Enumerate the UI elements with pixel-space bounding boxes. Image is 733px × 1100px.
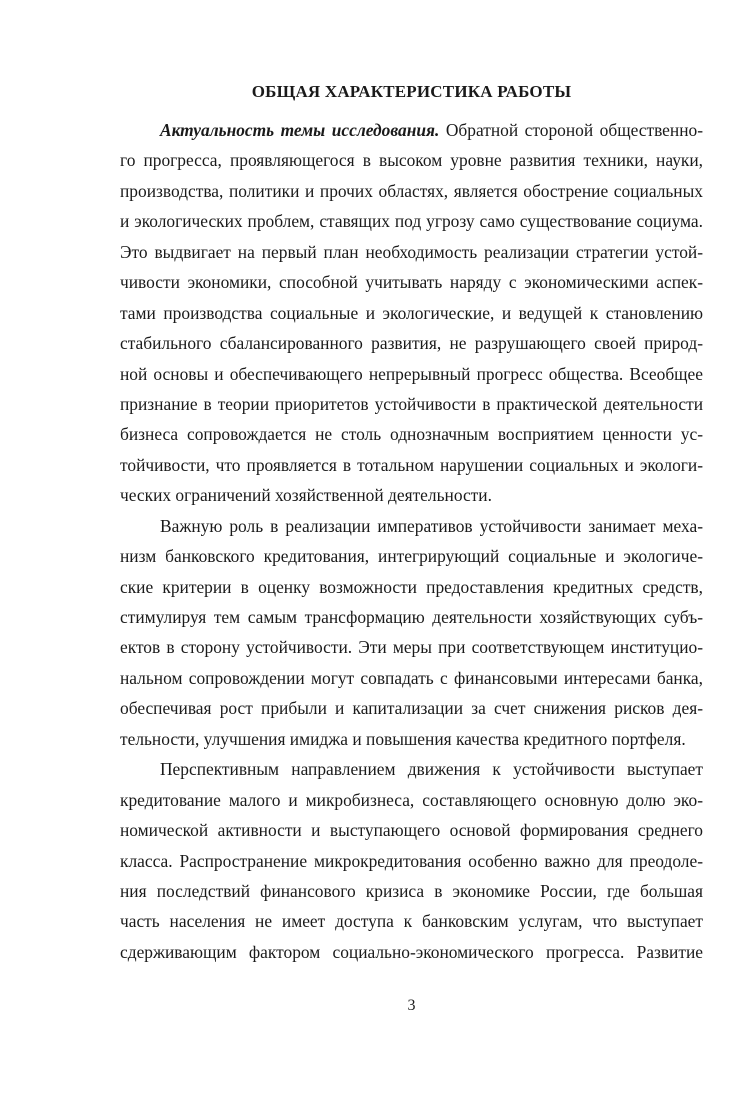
- line-text: тельности, улучшения имиджа и повышения качества кредитного портфеля.: [120, 728, 686, 749]
- line-text: сдерживающим фактором социально-экономического прогресса. Развитие: [120, 941, 703, 962]
- line-text: ческих ограничений хозяйственной деятельности.: [120, 485, 492, 506]
- text-line: [120, 206, 703, 236]
- line-text: го прогресса, проявляющегося в высоком уровне развития техники, науки,: [120, 150, 703, 171]
- text-line: [120, 389, 703, 419]
- paragraph: [120, 511, 703, 755]
- line-text: Это выдвигает на первый план необходимость реализации стратегии устой-: [120, 241, 703, 262]
- text-line: [120, 785, 703, 815]
- text-line: [120, 359, 703, 389]
- text-line: [120, 906, 703, 936]
- text-line: [120, 815, 703, 845]
- text-line: [120, 693, 703, 723]
- line-text: класса. Распространение микрокредитования особенно важно для преодоле-: [120, 850, 703, 871]
- line-text: обеспечивая рост прибыли и капитализации за счет снижения рисков дея-: [120, 698, 703, 719]
- line-text: тойчивости, что проявляется в тотальном нарушении социальных и экологи-: [120, 454, 703, 475]
- text-line: [120, 267, 703, 297]
- text-line: [120, 663, 703, 693]
- text-line: [120, 328, 703, 358]
- text-line: [120, 602, 703, 632]
- line-text: ной основы и обеспечивающего непрерывный прогресс общества. Всеобщее: [120, 363, 703, 384]
- text-line: [120, 450, 703, 480]
- text-line: [120, 145, 703, 175]
- text-line: [120, 632, 703, 662]
- page-number: 3: [407, 997, 416, 1014]
- paragraph: [120, 754, 703, 967]
- lead-heading: Актуальность темы исследования.: [160, 120, 440, 140]
- line-text: Важную роль в реализации императивов устойчивости занимает меха-: [160, 515, 703, 536]
- line-text: низм банковского кредитования, интегрирующий социальные и экологиче-: [120, 546, 703, 567]
- line-text: Обратной стороной общественно-: [439, 120, 703, 140]
- text-line: [120, 298, 703, 328]
- line-text: бизнеса сопровождается не столь однозначным восприятием ценности ус-: [120, 424, 703, 445]
- line-text: производства, политики и прочих областях, является обострение социальных: [120, 180, 703, 201]
- line-text: часть населения не имеет доступа к банковским услугам, что выступает: [120, 911, 703, 932]
- text-line: [120, 237, 703, 267]
- line-text: ские критерии в оценку возможности предоставления кредитных средств,: [120, 576, 703, 597]
- line-text: чивости экономики, способной учитывать наряду с экономическими аспек-: [120, 272, 703, 293]
- line-text: признание в теории приоритетов устойчивости в практической деятельности: [120, 393, 703, 414]
- text-line: [120, 511, 703, 541]
- text-line: [120, 876, 703, 906]
- text-line: [120, 480, 703, 510]
- line-text: тами производства социальные и экологические, и ведущей к становлению: [120, 302, 703, 323]
- line-text: ектов в сторону устойчивости. Эти меры при соответствующем институцио-: [120, 637, 703, 658]
- line-text: ния последствий финансового кризиса в экономике России, где большая: [120, 880, 703, 901]
- text-line: [120, 419, 703, 449]
- text-line: [120, 937, 703, 967]
- text-line: [120, 724, 703, 754]
- text-line: [120, 115, 703, 145]
- text-line: [120, 176, 703, 206]
- text-line: [120, 541, 703, 571]
- line-text: Перспективным направлением движения к устойчивости выступает: [160, 759, 703, 780]
- line-text: и экологических проблем, ставящих под угрозу само существование социума.: [120, 211, 703, 232]
- section-title: ОБЩАЯ ХАРАКТЕРИСТИКА РАБОТЫ: [251, 82, 572, 101]
- line-text: нальном сопровождении могут совпадать с финансовыми интересами банка,: [120, 667, 703, 688]
- text-line: [120, 846, 703, 876]
- document-body: [120, 115, 703, 967]
- line-text: номической активности и выступающего основой формирования среднего: [120, 820, 703, 841]
- text-line: [120, 572, 703, 602]
- line-text: стабильного сбалансированного развития, не разрушающего своей природ-: [120, 333, 703, 354]
- line-text: кредитование малого и микробизнеса, составляющего основную долю эко-: [120, 789, 703, 810]
- line-text: стимулируя тем самым трансформацию деятельности хозяйствующих субъ-: [120, 607, 703, 627]
- paragraph: [120, 115, 703, 511]
- text-line: [120, 754, 703, 784]
